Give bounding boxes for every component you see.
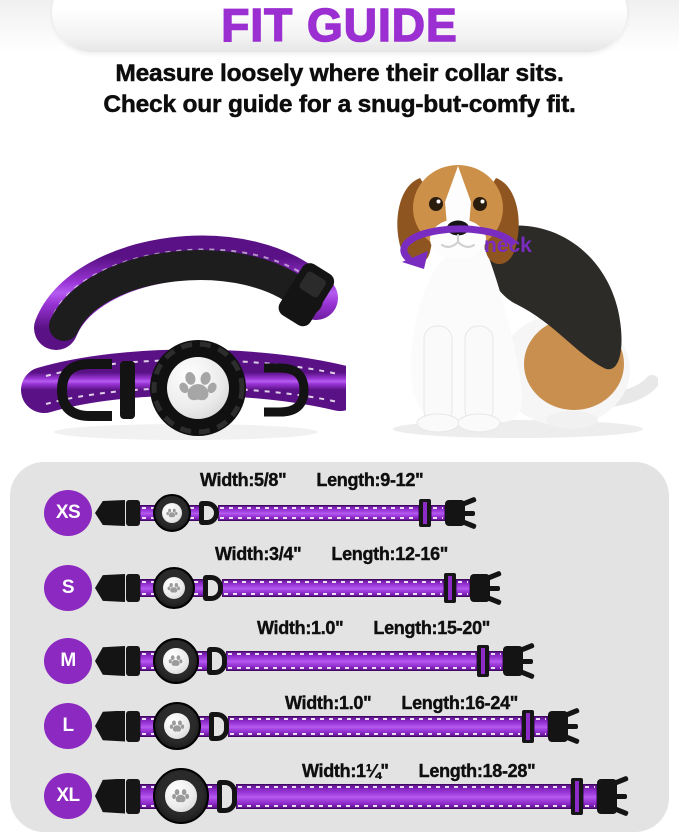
buckle-prong xyxy=(614,794,627,799)
slider-icon xyxy=(477,645,489,677)
collar-diagram xyxy=(95,702,568,750)
airtag-face xyxy=(164,713,190,739)
buckle-right-icon xyxy=(503,646,523,676)
airtag-holder-icon xyxy=(153,768,209,824)
buckle-right-icon xyxy=(597,779,617,814)
width-spec: Width:1.0" xyxy=(285,693,372,713)
buckle-prong xyxy=(461,519,477,529)
page-title: FIT GUIDE xyxy=(221,0,458,51)
collar-diagram xyxy=(95,494,465,532)
size-chart-panel xyxy=(10,462,669,832)
collar-diagram xyxy=(95,567,490,609)
paw-icon xyxy=(168,717,186,735)
buckle-prong xyxy=(487,586,500,591)
subtitle-line-1: Measure loosely where their collar sits. xyxy=(115,60,564,87)
buckle-prong xyxy=(520,659,533,664)
d-ring-icon xyxy=(217,780,237,813)
keeper-icon xyxy=(126,500,140,526)
size-badge xyxy=(44,490,92,536)
paw-icon xyxy=(165,506,179,520)
subtitle xyxy=(0,58,679,121)
strap-segment xyxy=(222,579,444,597)
buckle-prong xyxy=(486,595,502,605)
buckle-prong xyxy=(613,776,629,786)
keeper-icon xyxy=(126,646,140,676)
airtag-holder-icon xyxy=(150,340,246,436)
strap-segment xyxy=(228,716,522,737)
buckle-prong xyxy=(519,669,535,679)
slider-icon xyxy=(419,499,431,527)
paw-icon xyxy=(167,652,184,669)
length-spec: Length:9-12" xyxy=(316,470,424,490)
size-badge xyxy=(44,565,92,611)
buckle-right-icon xyxy=(548,711,568,742)
strap-segment xyxy=(431,505,445,521)
size-badge xyxy=(44,638,92,684)
dog-illustration xyxy=(368,138,658,438)
keeper-icon xyxy=(126,779,140,814)
subtitle-line-2: Check our guide for a snug-but-comfy fit. xyxy=(103,91,576,119)
size-specs xyxy=(257,618,490,639)
airtag-holder-icon xyxy=(153,638,199,684)
buckle-left-icon xyxy=(95,646,125,676)
slider-icon xyxy=(522,710,534,743)
collar-diagram xyxy=(95,768,617,824)
buckle-prong xyxy=(564,708,580,718)
width-spec: Width:5/8" xyxy=(200,470,287,490)
keeper-icon xyxy=(126,574,140,602)
buckle-left-icon xyxy=(95,574,125,602)
length-spec: Length:18-28" xyxy=(418,761,536,781)
airtag-face xyxy=(165,780,196,811)
strap-segment xyxy=(218,505,419,521)
buckle-prong xyxy=(564,734,580,744)
paw-icon xyxy=(166,580,182,596)
strap-segment xyxy=(456,579,470,597)
neck-label: neck xyxy=(484,234,532,257)
size-badge-label: M xyxy=(60,650,76,671)
hero-section xyxy=(0,132,679,462)
airtag-holder-icon xyxy=(153,567,195,609)
d-ring-icon xyxy=(209,712,229,741)
strap-segment xyxy=(534,716,548,737)
length-spec: Length:16-24" xyxy=(401,693,519,713)
collar-diagram xyxy=(95,638,523,684)
size-specs xyxy=(215,544,448,565)
buckle-left-icon xyxy=(95,779,125,814)
size-specs xyxy=(200,470,423,491)
buckle-prong xyxy=(519,643,535,653)
buckle-right-icon xyxy=(445,500,465,526)
size-badge-label: L xyxy=(62,715,74,736)
slider-icon xyxy=(444,573,456,603)
buckle-prong xyxy=(565,724,578,729)
width-spec: Width:1.0" xyxy=(257,618,344,638)
size-badge xyxy=(44,703,92,749)
length-spec: Length:15-20" xyxy=(373,618,491,638)
d-ring-icon xyxy=(203,575,223,601)
airtag-face xyxy=(163,648,188,673)
strap-segment xyxy=(226,651,477,671)
strap-segment xyxy=(489,651,503,671)
paw-icon xyxy=(170,785,191,806)
buckle-prong xyxy=(613,806,629,816)
airtag-holder-icon xyxy=(153,702,201,750)
buckle-left-icon xyxy=(95,500,125,526)
buckle-right-icon xyxy=(470,574,490,602)
width-spec: Width:3/4" xyxy=(215,544,302,564)
size-badge-label: XL xyxy=(56,785,80,806)
airtag-holder-icon xyxy=(153,494,191,532)
collar-product-illustration xyxy=(16,198,346,443)
d-ring-icon xyxy=(207,647,227,675)
keeper-icon xyxy=(126,711,140,742)
buckle-prong xyxy=(486,571,502,581)
buckle-prong xyxy=(462,511,475,516)
strap-segment xyxy=(583,784,597,809)
length-spec: Length:12-16" xyxy=(331,544,449,564)
strap-segment xyxy=(236,784,571,809)
buckle-left-icon xyxy=(95,711,125,742)
airtag-face xyxy=(163,577,186,600)
slider-icon xyxy=(571,778,583,815)
buckle-prong xyxy=(461,497,477,507)
size-badge xyxy=(44,773,92,819)
size-badge-label: S xyxy=(61,577,75,598)
d-ring-icon xyxy=(199,501,219,525)
airtag-face xyxy=(162,503,182,523)
width-spec: Width:1¼" xyxy=(302,761,389,781)
size-badge-label: XS xyxy=(55,502,81,523)
